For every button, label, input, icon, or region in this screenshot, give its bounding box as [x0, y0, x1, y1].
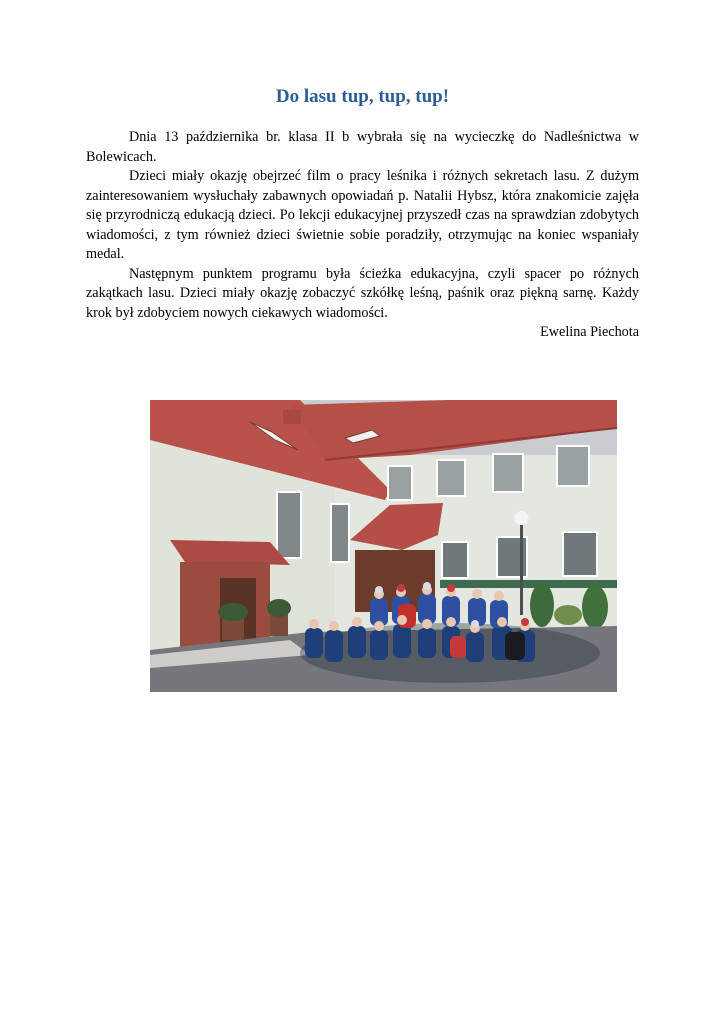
author-signature: Ewelina Piechota	[540, 324, 639, 340]
lamp-post	[520, 520, 523, 615]
article-title: Do lasu tup, tup, tup!	[275, 86, 450, 107]
paragraph-2: Dzieci miały okazję obejrzeć film o pracy leśnika i różnych sekretach lasu. Z dużym zainteresowaniem wysłuchały zabawnych opowiadań p. Natalii Hybsz, która znakomicie zajęła się przyrodniczą edukacją dzieci. Po lekcji edukacyjnej przyszedł czas na sprawdzian zdobytych wiadomości, z tym również dzieci świetnie sobie poradziły, otrzymując na koniec wspaniały medal.	[86, 168, 639, 262]
lamp	[515, 511, 529, 525]
paragraph-3: Następnym punktem programu była ścieżka edukacyjna, czyli spacer po różnych zakątkach lasu. Dzieci miały okazję zobaczyć szkółkę leśną, paśnik oraz piękną sarnę. Każdy krok był zdobyciem nowych ciekawych wiadomości.	[86, 265, 639, 321]
shrub	[582, 585, 608, 629]
paragraph-1: Dnia 13 października br. klasa II b wybrała się na wycieczkę do Nadleśnictwa w Bolewicach.	[86, 129, 639, 165]
article-body	[86, 128, 639, 343]
left-window	[277, 492, 301, 558]
shrub	[530, 583, 554, 627]
shrub	[554, 605, 582, 625]
chimney	[283, 410, 301, 424]
class-trip-photo	[150, 400, 617, 692]
left-window	[331, 504, 349, 562]
